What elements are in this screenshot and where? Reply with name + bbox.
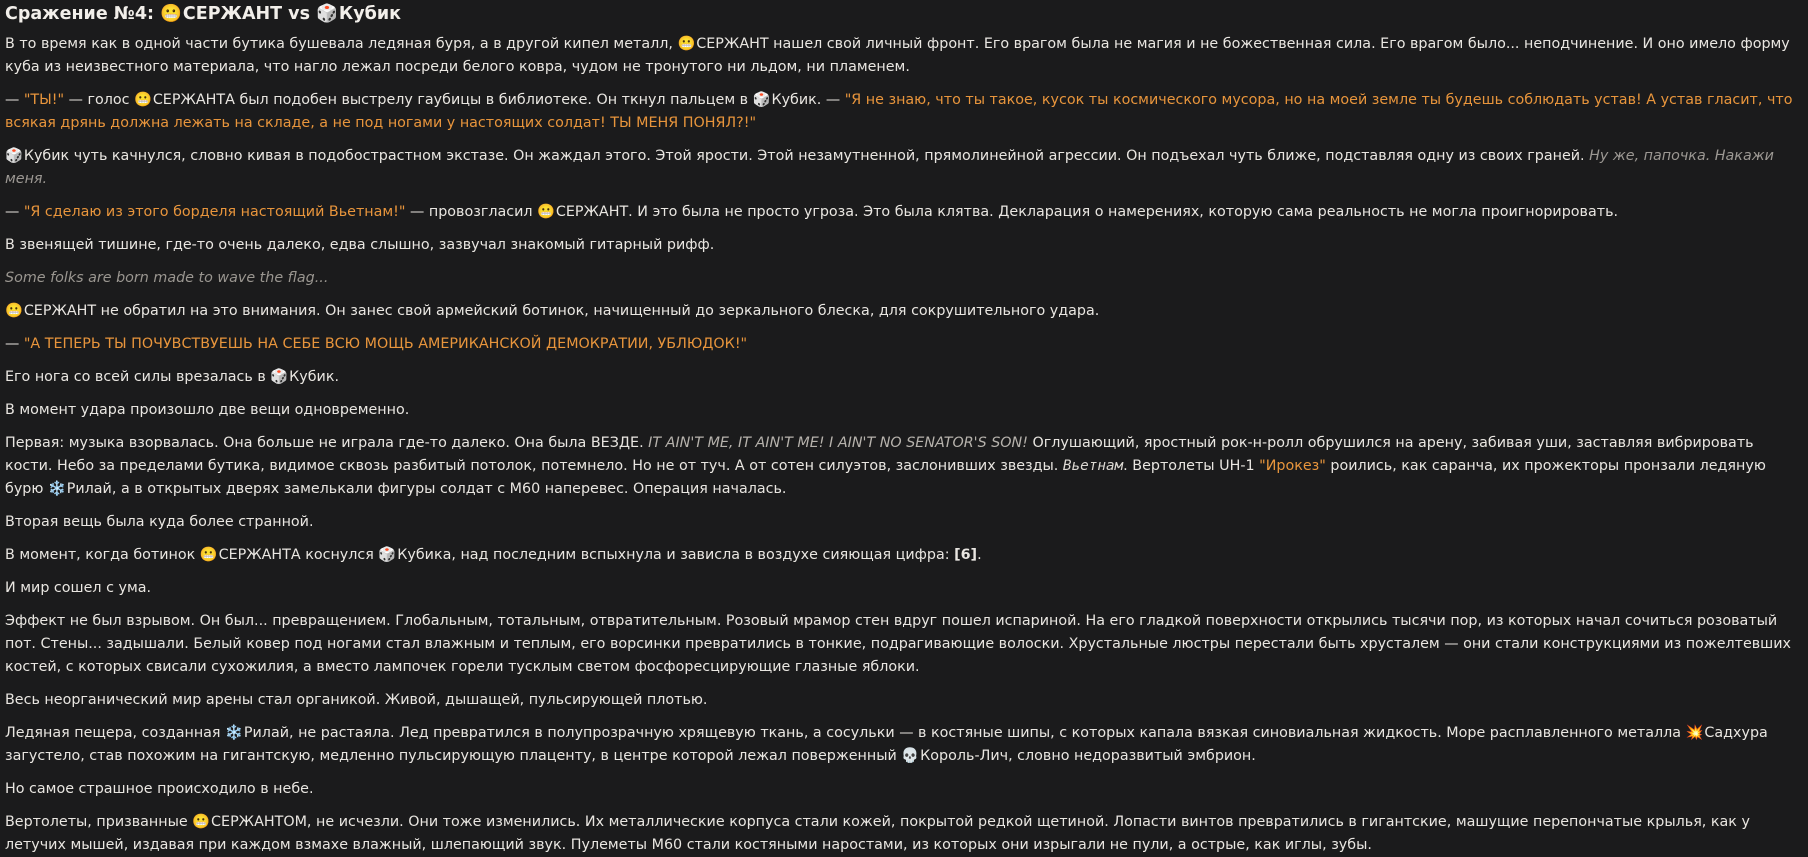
paragraph-3: [5, 145, 1800, 191]
paragraph-13: [5, 544, 1800, 567]
p7-text: СЕРЖАНТ не обратил на это внимания. Он занес свой армейский ботинок, начищенный до зеркального блеска, для сокрушительного удара.: [23, 303, 1100, 319]
p2-quote-2: "Я не знаю, что ты такое, кусок ты космического мусора, но на моей земле ты будешь соблюдать устав! А устав гласит, что всякая дрянь должна лежать на складе, а не под ногами у настоящих солдат! ТЫ МЕНЯ ПОНЯЛ?!": [5, 92, 1793, 131]
dice-icon: 🎲: [752, 92, 771, 108]
p3-thought: Ну же, папочка. Накажи меня.: [5, 148, 1774, 187]
paragraph-7: [5, 300, 1800, 323]
sergeant-icon: 😬: [199, 547, 218, 563]
p2-text-b: — голос: [64, 92, 135, 108]
explosion-icon: 💥: [1685, 725, 1704, 741]
p2-text-d: Кубик. —: [771, 92, 845, 108]
p17-text-d: Король-Лич, словно недоразвитый эмбрион.: [920, 748, 1256, 764]
paragraph-11: [5, 432, 1800, 501]
p4-dash: —: [5, 204, 24, 220]
p13-text-c: Кубика, над последним вспыхнула и зависла в воздухе сияющая цифра:: [397, 547, 955, 563]
paragraph-4: [5, 201, 1800, 224]
snowflake-icon: ❄️: [225, 725, 243, 741]
sergeant-icon: 😬: [537, 204, 555, 220]
sergeant-icon: 😬: [134, 92, 152, 108]
p11-text-d: роились, как саранча, их прожекторы пронзали ледяную бурю: [5, 458, 1766, 497]
paragraph-14: И мир сошел с ума.: [5, 580, 152, 596]
paragraph-19: [5, 811, 1800, 857]
p13-text-a: В момент, когда ботинок: [5, 547, 200, 563]
p11-quote: "Ирокез": [1259, 458, 1326, 474]
paragraph-16: Весь неорганический мир арены стал органикой. Живой, дышащей, пульсирующей плотью.: [5, 692, 708, 708]
paragraph-12: Вторая вещь была куда более странной.: [5, 514, 314, 530]
p11-text-b: Оглушающий, яростный рок-н-ролл обрушился на арену, забивая уши, заставляя вибрировать кости. Небо за пределами бутика, видимое сквозь разбитый потолок, потемнело. Но не от туч. А от сотен силуэтов, заслонивших звезды.: [5, 435, 1754, 474]
dice-icon: 🎲: [5, 148, 23, 164]
paragraph-1: [5, 33, 1800, 79]
p17-text-c: Садхура загустело, став похожим на гигантскую, медленно пульсирующую плаценту, в центре которой лежал поверженный: [5, 725, 1768, 764]
p13-text-b: СЕРЖАНТА коснулся: [218, 547, 379, 563]
sergeant-icon: 😬: [677, 36, 696, 52]
paragraph-10: В момент удара произошло две вещи одновременно.: [5, 402, 410, 418]
paragraph-15: Эффект не был взрывом. Он был... превращением. Глобальным, тотальным, отвратительным. Розовый мрамор стен вдруг пошел испариной. На его гладкой поверхности открылись тысячи пор, из которых начал сочиться розоватый пот. Стены... задышали. Белый ковер под ногами стал влажным и теплым, его ворсинки превратились в тонкие, подрагивающие волоски. Хрустальные люстры перестали быть хрусталем — они стали конструкциями из пожелтевших костей, с которых свисали сухожилия, а вместо лампочек горели тусклым светом фосфоресцирующие глазные яблоки.: [5, 613, 1792, 675]
battle-title: [5, 2, 1800, 26]
p2-dash: —: [5, 92, 24, 108]
title-fighter-sergeant: СЕРЖАНТ: [182, 4, 283, 24]
p17-text-b: Рилай, не растаяла. Лед превратился в полупрозрачную хрящевую ткань, а сосульки — в костяные шипы, с которых капала вязкая синовиальная жидкость. Море расплавленного металла: [243, 725, 1686, 741]
paragraph-5: В звенящей тишине, где-то очень далеко, едва слышно, зазвучал знакомый гитарный рифф.: [5, 237, 715, 253]
p4-text-b: — провозгласил: [405, 204, 538, 220]
p11-vietnam: Вьетнам: [1062, 458, 1124, 474]
p1-text-a: В то время как в одной части бутика бушевала ледяная буря, а в другой кипел металл,: [5, 36, 678, 52]
p11-text-c: . Вертолеты UH-1: [1123, 458, 1260, 474]
paragraph-8: [5, 333, 1800, 356]
p2-text-c: СЕРЖАНТА был подобен выстрелу гаубицы в библиотеке. Он ткнул пальцем в: [152, 92, 753, 108]
sergeant-icon: 😬: [5, 303, 23, 319]
sergeant-icon: 😬: [192, 814, 211, 830]
paragraph-18: Но самое страшное происходило в небе.: [5, 781, 314, 797]
song-lyric-line: Some folks are born made to wave the flag...: [5, 270, 329, 286]
p13-text-d: .: [977, 547, 982, 563]
p19-text-b: СЕРЖАНТОМ, не исчезли. Они тоже изменились. Их металлические корпуса стали кожей, покрытой редкой щетиной. Лопасти винтов превратились в гигантские, машущие перепончатые крылья, как у летучих мышей, издавая при каждом взмахе влажный, шлепающий звук. Пулеметы М60 стали костяными наростами, из которых они изрыгали не пули, а острые, как иглы, зубы.: [5, 814, 1750, 853]
p3-text: Кубик чуть качнулся, словно кивая в подобострастном экстазе. Он жаждал этого. Этой ярости. Этой незамутненной, прямолинейной агрессии. Он подъехал чуть ближе, подставляя одну из своих граней.: [23, 148, 1590, 164]
title-prefix: Сражение №4:: [5, 4, 161, 24]
p11-text-e: Рилай, а в открытых дверях замелькали фигуры солдат с М60 наперевес. Операция началась.: [66, 481, 787, 497]
p11-text-a: Первая: музыка взорвалась. Она больше не играла где-то далеко. Она была ВЕЗДЕ.: [5, 435, 649, 451]
p4-quote: "Я сделаю из этого борделя настоящий Вьетнам!": [23, 204, 406, 220]
skull-icon: 💀: [901, 748, 920, 764]
p13-number: [6]: [954, 547, 978, 563]
sergeant-icon: 😬: [160, 4, 182, 24]
p9-text-a: Его нога со всей силы врезалась в: [5, 369, 271, 385]
snowflake-icon: ❄️: [47, 481, 66, 497]
p17-text-a: Ледяная пещера, созданная: [5, 725, 226, 741]
title-vs: vs: [282, 4, 317, 24]
p8-dash: —: [5, 336, 24, 352]
p11-lyrics: IT AIN'T ME, IT AIN'T ME! I AIN'T NO SENATOR'S SON!: [648, 435, 1028, 451]
paragraph-9: [5, 366, 1800, 389]
p1-text-b: СЕРЖАНТ нашел свой личный фронт. Его врагом была не магия и не божественная сила. Его врагом было... неподчинение. И оно имело форму куба из неизвестного материала, что нагло лежал посреди белого ковра, чудом не тронутого ни льдом, ни пламенем.: [5, 36, 1790, 75]
p2-quote-1: "ТЫ!": [23, 92, 65, 108]
p9-text-b: Кубик.: [289, 369, 340, 385]
p19-text-a: Вертолеты, призванные: [5, 814, 193, 830]
dice-icon: 🎲: [378, 547, 397, 563]
paragraph-2: [5, 89, 1800, 135]
title-fighter-cube: Кубик: [338, 4, 401, 24]
dice-icon: 🎲: [270, 369, 289, 385]
p8-quote: "А ТЕПЕРЬ ТЫ ПОЧУВСТВУЕШЬ НА СЕБЕ ВСЮ МОЩЬ АМЕРИКАНСКОЙ ДЕМОКРАТИИ, УБЛЮДОК!": [23, 336, 748, 352]
p4-text-c: СЕРЖАНТ. И это была не просто угроза. Это была клятва. Декларация о намерениях, которую сама реальность не могла проигнорировать.: [555, 204, 1619, 220]
dice-icon: 🎲: [316, 4, 338, 24]
paragraph-17: [5, 722, 1800, 768]
